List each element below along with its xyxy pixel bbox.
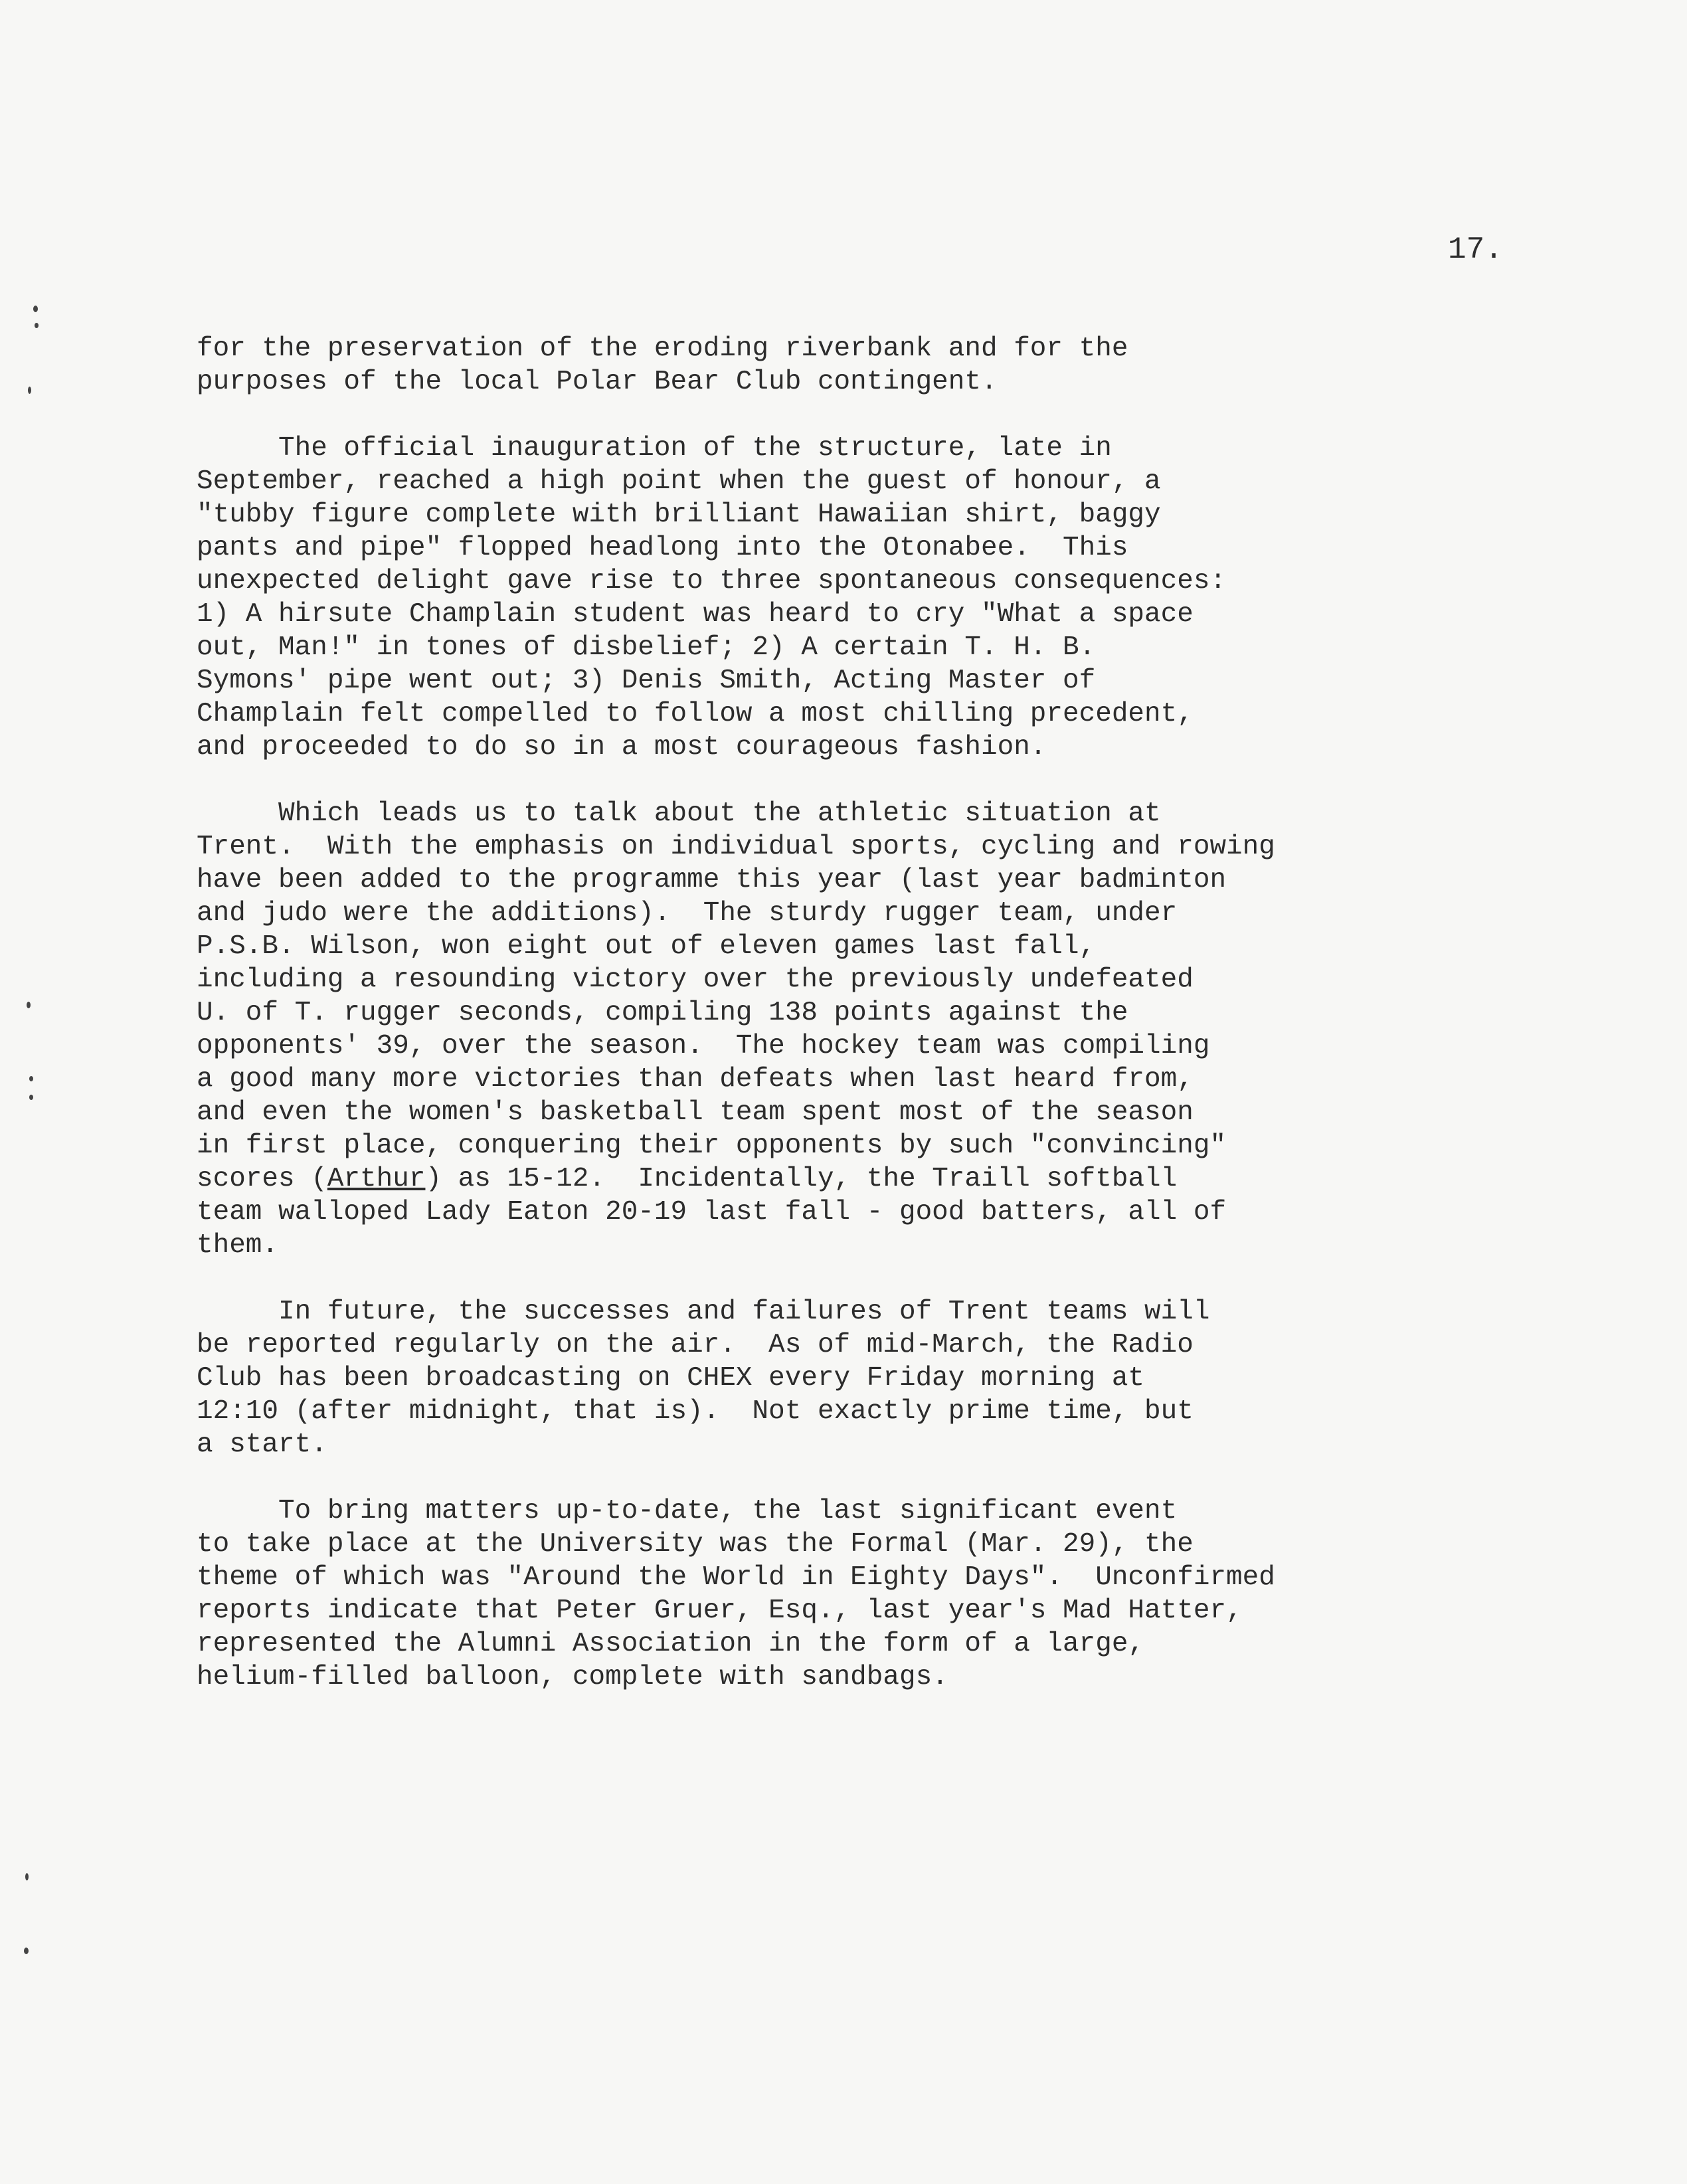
scan-mark (33, 306, 38, 312)
paragraph-5 (197, 1495, 1558, 1694)
text-line: P.S.B. Wilson, won eight out of eleven games last fall, (197, 931, 1096, 962)
text-line: for the preservation of the eroding riverbank and for the (197, 333, 1128, 364)
text-line: Champlain felt compelled to follow a most chilling precedent, (197, 699, 1194, 729)
text-line: 12:10 (after midnight, that is). Not exactly prime time, but (197, 1396, 1194, 1427)
underlined-text: Arthur (327, 1164, 426, 1194)
text-line: To bring matters up-to-date, the last significant event (197, 1496, 1178, 1526)
scan-mark (29, 1076, 33, 1081)
text-line: out, Man!" in tones of disbelief; 2) A certain T. H. B. (197, 632, 1096, 663)
text-line: Club has been broadcasting on CHEX every Friday morning at (197, 1363, 1145, 1394)
text-line: September, reached a high point when the guest of honour, a (197, 466, 1161, 497)
text-line: 1) A hirsute Champlain student was heard to cry "What a space (197, 599, 1194, 630)
text-line: be reported regularly on the air. As of mid-March, the Radio (197, 1330, 1194, 1360)
text-line: Trent. With the emphasis on individual sports, cycling and rowing (197, 832, 1275, 862)
text-fragment: ) as 15-12. Incidentally, the Traill softball (425, 1164, 1178, 1194)
text-line: in first place, conquering their opponents by such "convincing" (197, 1131, 1227, 1161)
text-line: purposes of the local Polar Bear Club contingent. (197, 367, 998, 397)
text-line: theme of which was "Around the World in Eighty Days". Unconfirmed (197, 1562, 1275, 1593)
text-line: Symons' pipe went out; 3) Denis Smith, Acting Master of (197, 666, 1096, 696)
scan-mark (27, 1002, 31, 1008)
text-line: and proceeded to do so in a most courageous fashion. (197, 732, 1047, 763)
text-line: U. of T. rugger seconds, compiling 138 points against the (197, 998, 1128, 1028)
scan-mark (28, 387, 31, 394)
text-line: pants and pipe" flopped headlong into the Otonabee. This (197, 533, 1128, 563)
text-line: The official inauguration of the structure, late in (197, 433, 1112, 464)
scan-mark (35, 323, 39, 328)
text-line: a good many more victories than defeats when last heard from, (197, 1064, 1194, 1095)
text-line: represented the Alumni Association in the form of a large, (197, 1629, 1145, 1659)
paragraph-1 (197, 332, 1558, 399)
text-line (197, 1162, 1558, 1196)
text-line: Which leads us to talk about the athletic situation at (197, 798, 1161, 829)
paragraph-4 (197, 1295, 1558, 1461)
scan-mark (29, 1095, 33, 1100)
body-text (197, 332, 1558, 1727)
paragraph-2 (197, 432, 1558, 764)
text-line: team walloped Lady Eaton 20-19 last fall - good batters, all of (197, 1197, 1227, 1228)
text-line: helium-filled balloon, complete with sandbags. (197, 1662, 948, 1692)
text-line: reports indicate that Peter Gruer, Esq., last year's Mad Hatter, (197, 1595, 1243, 1626)
text-line: and judo were the additions). The sturdy rugger team, under (197, 898, 1178, 929)
scan-mark (24, 1948, 29, 1954)
text-line: "tubby figure complete with brilliant Hawaiian shirt, baggy (197, 500, 1161, 530)
text-line: a start. (197, 1429, 327, 1460)
text-line: to take place at the University was the Formal (Mar. 29), the (197, 1529, 1194, 1560)
paragraph-3 (197, 797, 1558, 1262)
scan-mark (25, 1873, 29, 1880)
text-line: and even the women's basketball team spent most of the season (197, 1097, 1194, 1128)
text-line: In future, the successes and failures of Trent teams will (197, 1297, 1210, 1327)
text-line: have been added to the programme this year (last year badminton (197, 865, 1227, 895)
text-line: unexpected delight gave rise to three spontaneous consequences: (197, 566, 1227, 596)
page-number: 17. (1448, 232, 1503, 267)
text-line: them. (197, 1230, 279, 1261)
text-line: including a resounding victory over the previously undefeated (197, 964, 1194, 995)
text-line: opponents' 39, over the season. The hockey team was compiling (197, 1031, 1210, 1061)
text-fragment: scores ( (197, 1164, 327, 1194)
